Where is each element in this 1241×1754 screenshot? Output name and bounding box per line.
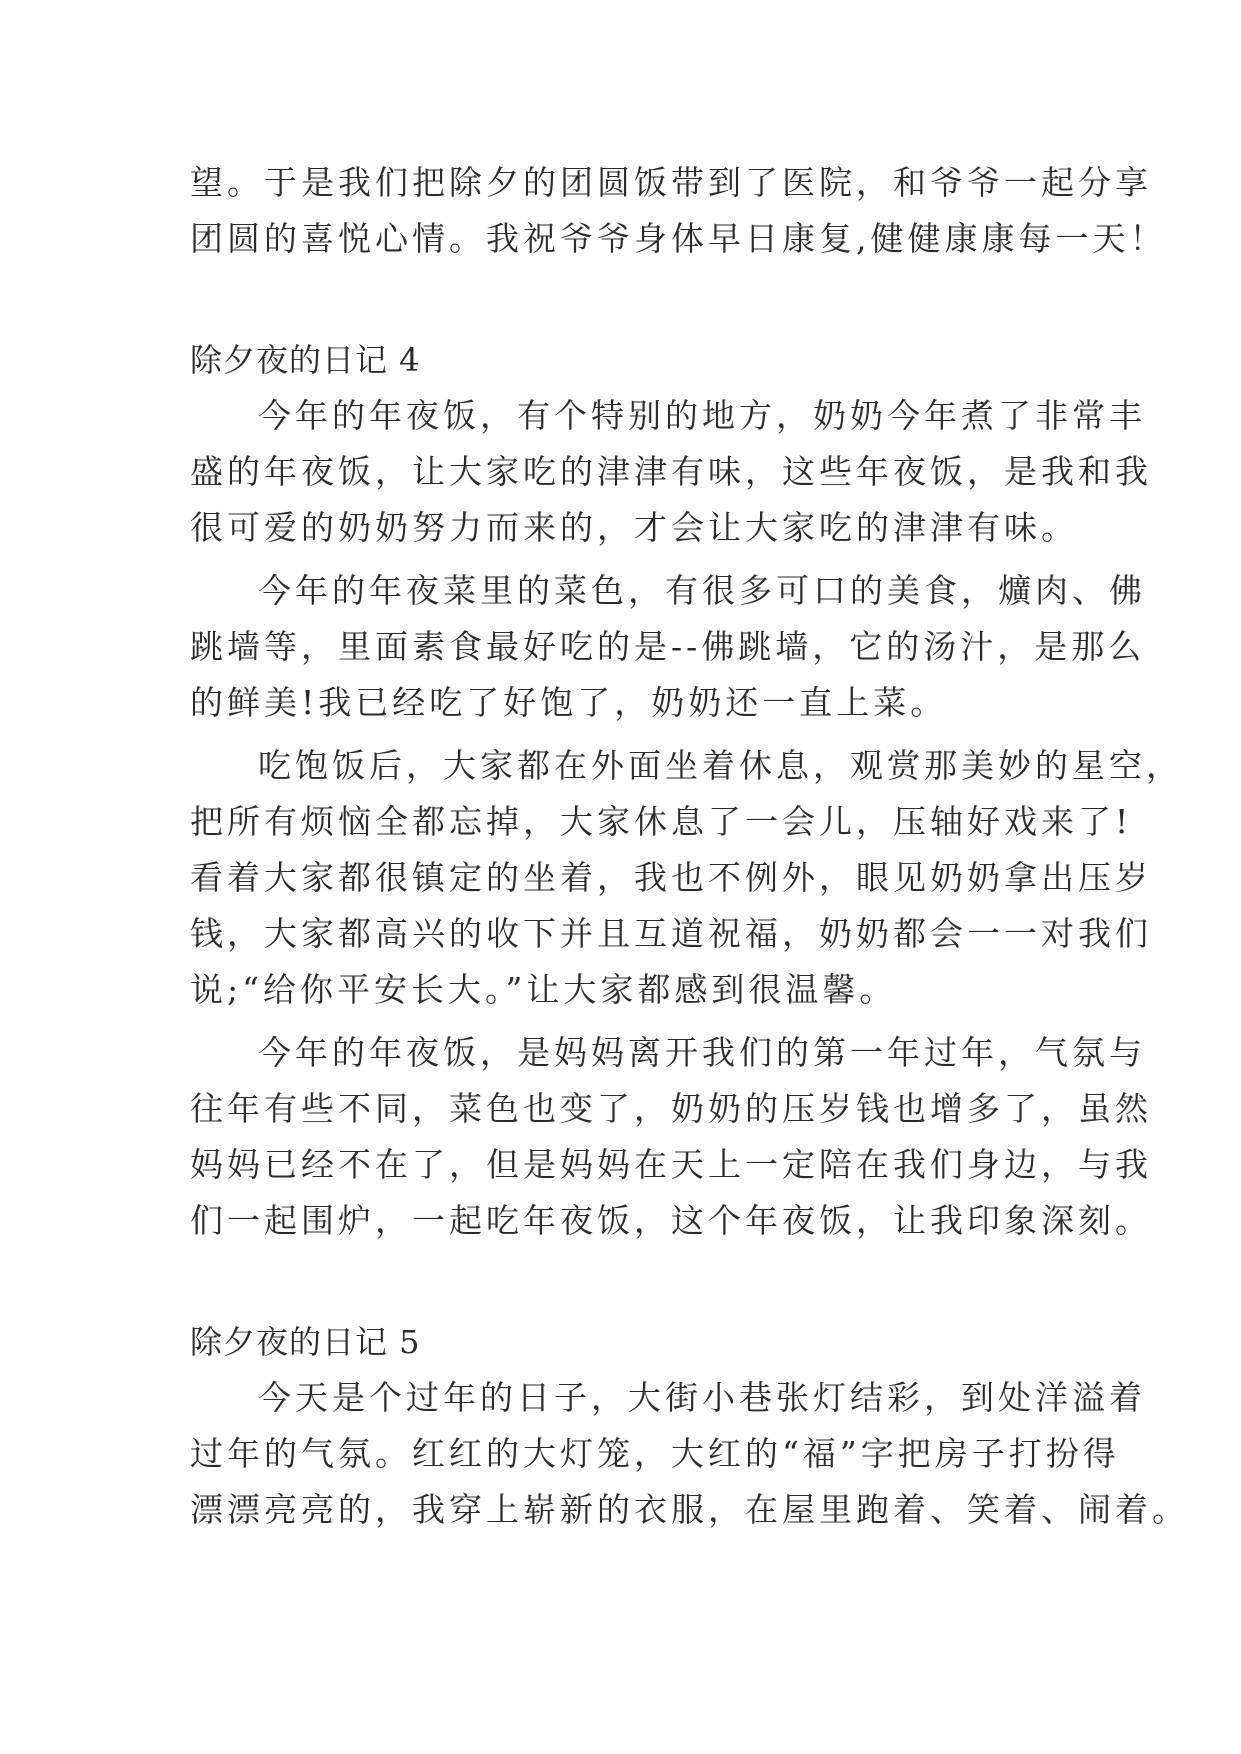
section-4-line-3: 很可爱的奶奶努力而来的，才会让大家吃的津津有味。: [190, 508, 1078, 547]
section-4-line-12: 今年的年夜饭，是妈妈离开我们的第一年过年，气氛与: [258, 1033, 1146, 1072]
section-4-line-15: 们一起围炉，一起吃年夜饭，这个年夜饭，让我印象深刻。: [190, 1201, 1152, 1240]
section-4-line-11: 说;“给你平安长大。”让大家都感到很温馨。: [190, 970, 897, 1009]
section-4-line-14: 妈妈已经不在了，但是妈妈在天上一定陪在我们身边，与我: [190, 1145, 1152, 1184]
section-4-line-9: 看着大家都很镇定的坐着，我也不例外，眼见奶奶拿出压岁: [190, 858, 1152, 897]
section-4-line-2: 盛的年夜饭，让大家吃的津津有味，这些年夜饭，是我和我: [190, 452, 1152, 491]
section-5-line-1: 今天是个过年的日子，大街小巷张灯结彩，到处洋溢着: [258, 1378, 1146, 1417]
section-4-heading: 除夕夜的日记 4: [190, 341, 421, 379]
section-4-line-7: 吃饱饭后，大家都在外面坐着休息，观赏那美妙的星空，: [258, 746, 1183, 785]
section-4-line-13: 往年有些不同，菜色也变了，奶奶的压岁钱也增多了，虽然: [190, 1089, 1152, 1128]
section-4-line-1: 今年的年夜饭，有个特别的地方，奶奶今年煮了非常丰: [258, 396, 1146, 435]
section-5-heading: 除夕夜的日记 5: [190, 1323, 421, 1361]
section-5-line-2: 过年的气氛。红红的大灯笼，大红的“福”字把房子打扮得: [190, 1434, 1120, 1473]
intro-line-2: 团圆的喜悦心情。我祝爷爷身体早日康复,健健康康每一天！: [190, 219, 1167, 258]
section-4-line-5: 跳墙等，里面素食最好吃的是--佛跳墙，它的汤汁，是那么: [190, 627, 1146, 666]
section-4-line-6: 的鲜美!我已经吃了好饱了，奶奶还一直上菜。: [190, 683, 948, 722]
intro-line-1: 望。于是我们把除夕的团圆饭带到了医院，和爷爷一起分享: [190, 163, 1152, 202]
section-4-line-8: 把所有烦恼全都忘掉，大家休息了一会儿，压轴好戏来了!: [190, 802, 1133, 841]
section-4-line-4: 今年的年夜菜里的菜色，有很多可口的美食，爌肉、佛: [258, 571, 1146, 610]
section-4-line-10: 钱，大家都高兴的收下并且互道祝福，奶奶都会一一对我们: [190, 914, 1152, 953]
section-5-line-3: 漂漂亮亮的，我穿上崭新的衣服，在屋里跑着、笑着、闹着。: [190, 1490, 1189, 1529]
